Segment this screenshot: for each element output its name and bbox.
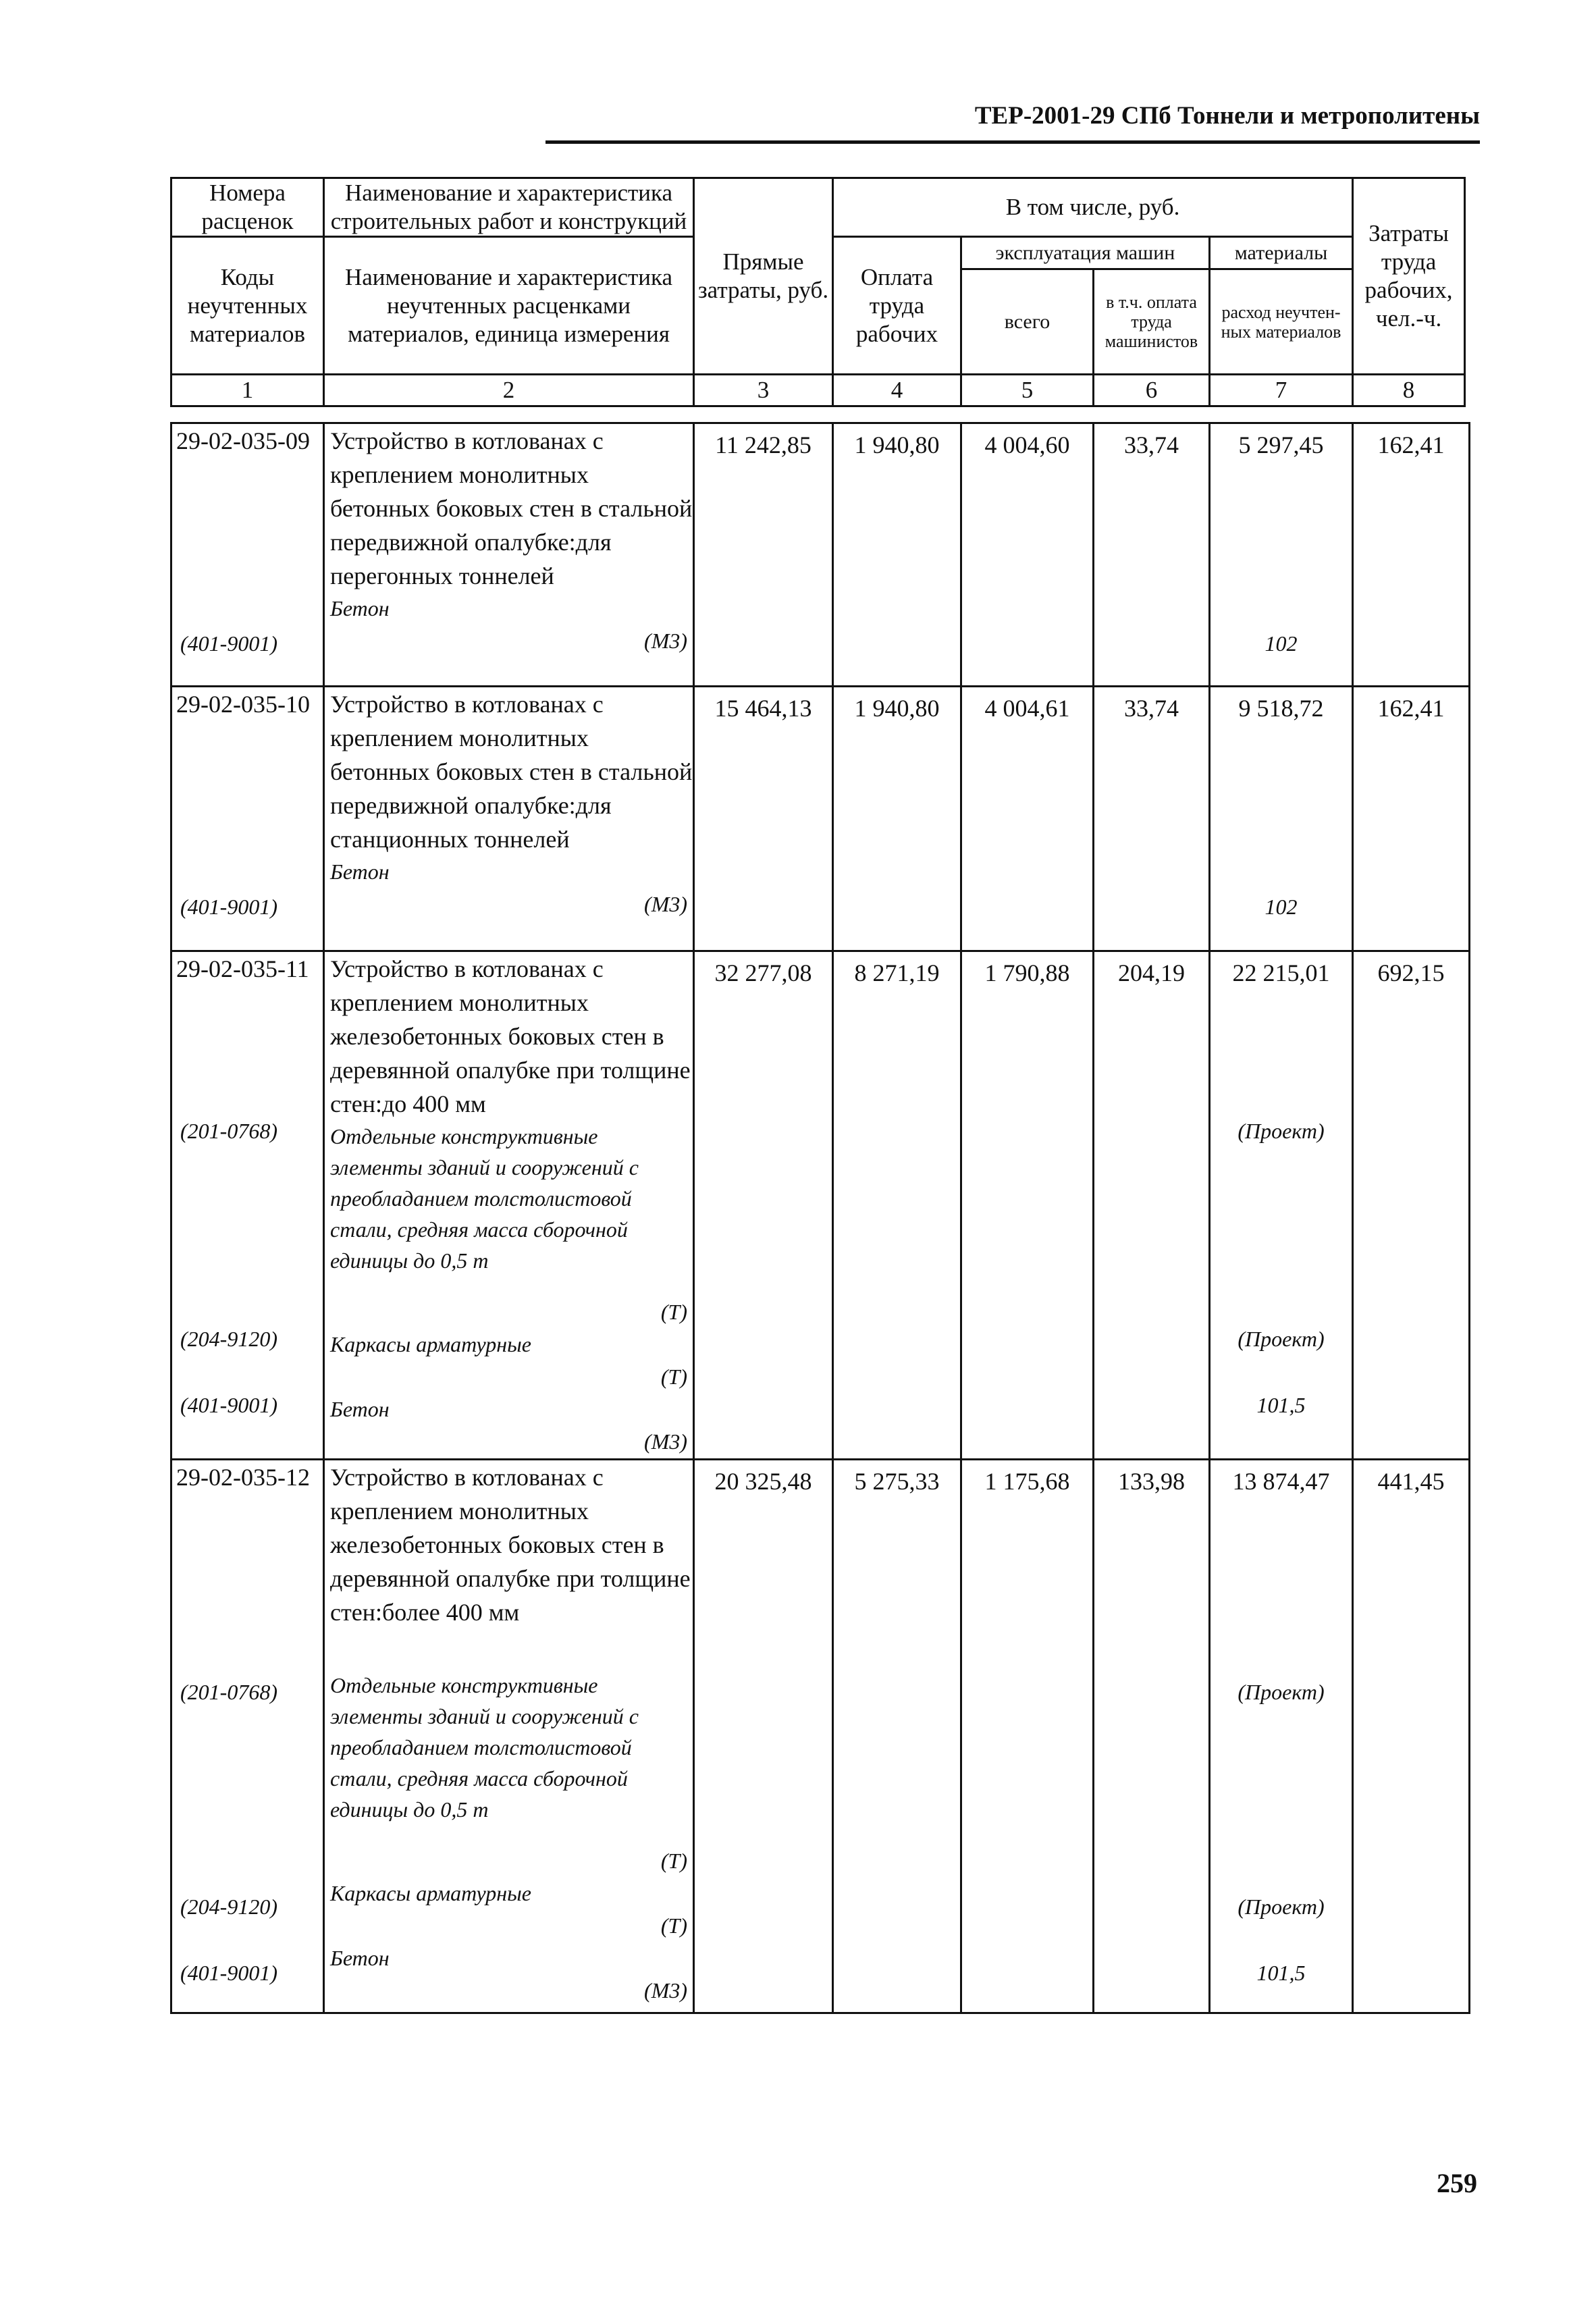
column-number: 8 bbox=[1353, 375, 1465, 406]
material-amount: (Проект) bbox=[1238, 1327, 1325, 1351]
description-cell bbox=[324, 951, 694, 1460]
column-numbers-row bbox=[171, 375, 1465, 406]
header-unaccounted-name: Наименование и характеристика неучтенных расценками материалов, единица измерения bbox=[324, 237, 694, 375]
column-number: 4 bbox=[833, 375, 961, 406]
material-amount: 101,5 bbox=[1256, 1961, 1306, 1985]
material-name: Отдельные конструктивные элементы зданий и сооружений с преобладанием толстолистовой стали, средняя масса сборочной единицы до 0,5 т bbox=[330, 1673, 639, 1822]
labor-pay-value: 1 940,80 bbox=[833, 687, 961, 951]
table-row bbox=[171, 687, 1470, 951]
material-amount: (Проект) bbox=[1238, 1680, 1325, 1704]
materials-value: 22 215,01 bbox=[1232, 959, 1330, 986]
column-number: 5 bbox=[961, 375, 1094, 406]
table-row bbox=[171, 423, 1470, 687]
material-name: Бетон bbox=[330, 596, 390, 620]
header-machine-labor: в т.ч. оплата труда машинистов bbox=[1094, 269, 1210, 375]
machines-value: 4 004,61 bbox=[961, 687, 1094, 951]
material-unit: (М3) bbox=[644, 892, 687, 916]
direct-costs-value: 20 325,48 bbox=[694, 1460, 833, 2013]
material-name: Отдельные конструктивные элементы зданий и сооружений с преобладанием толстолистовой стали, средняя масса сборочной единицы до 0,5 т bbox=[330, 1124, 639, 1273]
material-code: (201-0768) bbox=[180, 1680, 277, 1704]
table-row bbox=[171, 1460, 1470, 2013]
materials-cell bbox=[1210, 951, 1353, 1460]
material-amount: (Проект) bbox=[1238, 1119, 1325, 1143]
rate-code: 29-02-035-11 bbox=[176, 955, 309, 982]
labor-pay-value: 1 940,80 bbox=[833, 423, 961, 687]
material-amount: (Проект) bbox=[1238, 1895, 1325, 1919]
materials-value: 13 874,47 bbox=[1232, 1468, 1330, 1495]
labor-pay-value: 5 275,33 bbox=[833, 1460, 961, 2013]
work-description: Устройство в котлованах с креплением монолитных бетонных боковых стен в стальной передвижной опалубке:для станционных тоннелей bbox=[330, 691, 693, 853]
labor-hours-value: 692,15 bbox=[1353, 951, 1470, 1460]
header-labor-costs: Затраты труда рабочих, чел.-ч. bbox=[1353, 178, 1465, 375]
materials-cell bbox=[1210, 1460, 1353, 2013]
header-rule bbox=[546, 140, 1480, 144]
description-cell bbox=[324, 687, 694, 951]
material-unit: (Т) bbox=[660, 1913, 687, 1938]
materials-cell bbox=[1210, 687, 1353, 951]
machine-labor-value: 33,74 bbox=[1094, 687, 1210, 951]
description-cell bbox=[324, 1460, 694, 2013]
rate-code-cell bbox=[171, 1460, 324, 2013]
page-number: 259 bbox=[1437, 2168, 1477, 2198]
header-rate-numbers: Номера расценок bbox=[171, 178, 324, 237]
header-unaccounted-codes: Коды неучтенных материалов bbox=[171, 237, 324, 375]
column-header-table bbox=[170, 177, 1466, 407]
material-name: Бетон bbox=[330, 1946, 390, 1970]
column-number: 3 bbox=[694, 375, 833, 406]
material-amount: 102 bbox=[1265, 631, 1298, 656]
machine-labor-value: 33,74 bbox=[1094, 423, 1210, 687]
material-code: (401-9001) bbox=[180, 895, 277, 919]
labor-hours-value: 441,45 bbox=[1353, 1460, 1470, 2013]
machine-labor-value: 133,98 bbox=[1094, 1460, 1210, 2013]
materials-cell bbox=[1210, 423, 1353, 687]
material-amount: 102 bbox=[1265, 895, 1298, 919]
material-name: Каркасы арматурные bbox=[330, 1881, 531, 1905]
header-direct-costs: Прямые затраты, руб. bbox=[694, 178, 833, 375]
labor-hours-value: 162,41 bbox=[1353, 423, 1470, 687]
header-including: В том числе, руб. bbox=[833, 178, 1353, 237]
material-unit: (Т) bbox=[660, 1365, 687, 1389]
rate-code: 29-02-035-10 bbox=[176, 691, 310, 718]
work-description: Устройство в котлованах с креплением монолитных железобетонных боковых стен в деревянной опалубке при толщине стен:более 400 мм bbox=[330, 1464, 691, 1626]
rate-code-cell bbox=[171, 423, 324, 687]
material-unit: (Т) bbox=[660, 1300, 687, 1324]
column-number: 1 bbox=[171, 375, 324, 406]
materials-value: 5 297,45 bbox=[1238, 431, 1324, 458]
labor-hours-value: 162,41 bbox=[1353, 687, 1470, 951]
column-number: 7 bbox=[1210, 375, 1353, 406]
material-unit: (М3) bbox=[644, 1429, 687, 1454]
machines-value: 4 004,60 bbox=[961, 423, 1094, 687]
material-code: (204-9120) bbox=[180, 1327, 277, 1351]
material-name: Каркасы арматурные bbox=[330, 1332, 531, 1356]
machine-labor-value: 204,19 bbox=[1094, 951, 1210, 1460]
work-description: Устройство в котлованах с креплением монолитных бетонных боковых стен в стальной передвижной опалубке:для перегонных тоннелей bbox=[330, 427, 693, 589]
header-machine-operation: эксплуатация машин bbox=[961, 237, 1210, 269]
work-description: Устройство в котлованах с креплением монолитных железобетонных боковых стен в деревянной опалубке при толщине стен:до 400 мм bbox=[330, 955, 691, 1117]
header-materials-usage: расход неучтен-ных материалов bbox=[1210, 269, 1353, 375]
material-code: (201-0768) bbox=[180, 1119, 277, 1143]
header-materials: материалы bbox=[1210, 237, 1353, 269]
rate-code-cell bbox=[171, 951, 324, 1460]
material-unit: (М3) bbox=[644, 629, 687, 653]
rate-code-cell bbox=[171, 687, 324, 951]
rate-code: 29-02-035-09 bbox=[176, 427, 310, 454]
labor-pay-value: 8 271,19 bbox=[833, 951, 961, 1460]
material-name: Бетон bbox=[330, 1397, 390, 1421]
rates-table bbox=[170, 422, 1470, 2014]
description-cell bbox=[324, 423, 694, 687]
page-header-title: ТЕР-2001-29 СПб Тоннели и метрополитены bbox=[974, 102, 1480, 130]
column-number: 6 bbox=[1094, 375, 1210, 406]
machines-value: 1 175,68 bbox=[961, 1460, 1094, 2013]
header-work-name: Наименование и характеристика строительных работ и конструкций bbox=[324, 178, 694, 237]
column-number: 2 bbox=[324, 375, 694, 406]
direct-costs-value: 32 277,08 bbox=[694, 951, 833, 1460]
material-code: (401-9001) bbox=[180, 631, 277, 656]
header-machine-total: всего bbox=[961, 269, 1094, 375]
rate-code: 29-02-035-12 bbox=[176, 1464, 310, 1491]
material-code: (401-9001) bbox=[180, 1961, 277, 1985]
material-unit: (М3) bbox=[644, 1978, 687, 2003]
machines-value: 1 790,88 bbox=[961, 951, 1094, 1460]
material-code: (204-9120) bbox=[180, 1895, 277, 1919]
header-labor-pay: Оплата труда рабочих bbox=[833, 237, 961, 375]
material-name: Бетон bbox=[330, 859, 390, 884]
material-amount: 101,5 bbox=[1256, 1393, 1306, 1417]
table-row bbox=[171, 951, 1470, 1460]
material-code: (401-9001) bbox=[180, 1393, 277, 1417]
direct-costs-value: 15 464,13 bbox=[694, 687, 833, 951]
direct-costs-value: 11 242,85 bbox=[694, 423, 833, 687]
material-unit: (Т) bbox=[660, 1849, 687, 1873]
materials-value: 9 518,72 bbox=[1238, 695, 1324, 722]
